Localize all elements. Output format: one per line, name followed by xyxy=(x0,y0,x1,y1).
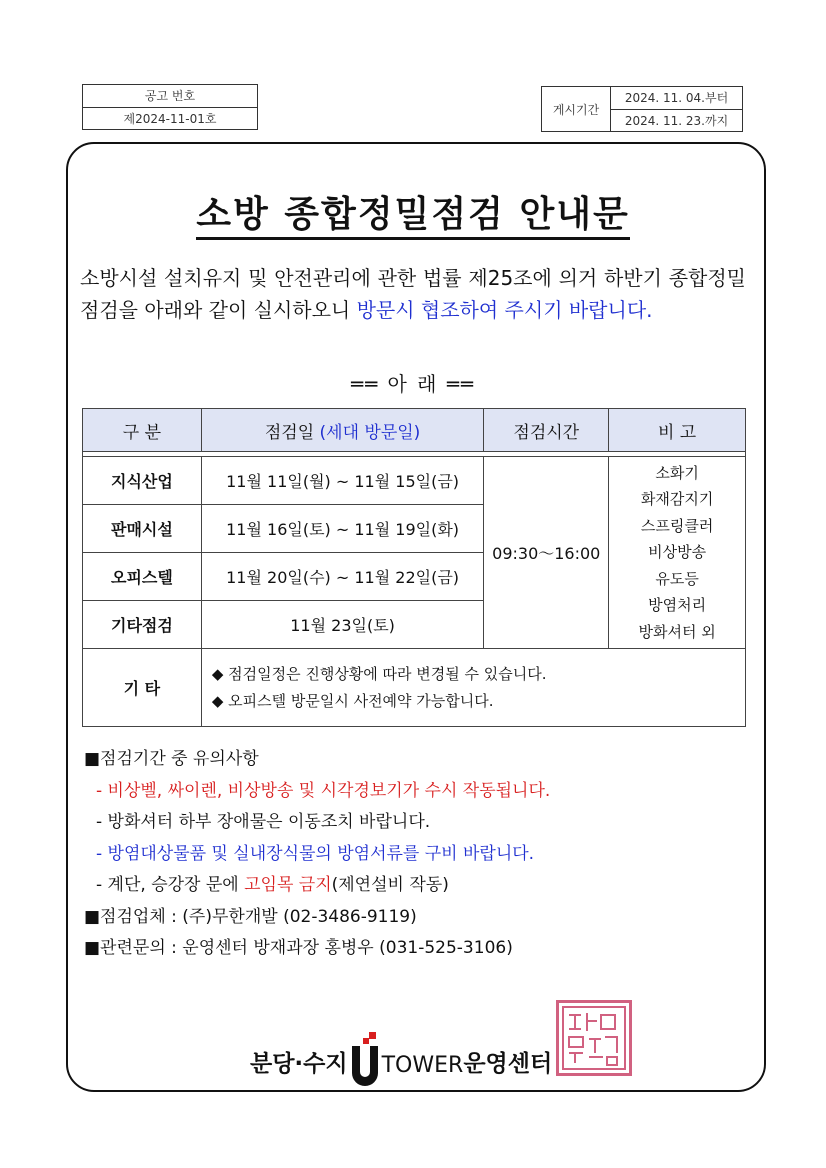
intro-main: 소방시설 설치유지 및 안전관리에 관한 법률 제25조에 의거 하반기 종합정밀점검을 아래와 같이 실시하오니 xyxy=(80,266,746,322)
header-date: 점검일 (세대 방문일) xyxy=(201,409,484,452)
remark-item: 소화기 xyxy=(655,463,699,482)
remark-item: 유도등 xyxy=(655,569,699,588)
official-seal-stamp xyxy=(556,1000,632,1076)
row-date: 11월 11일(월) ~ 11월 15일(금) xyxy=(201,457,484,505)
remark-item: 화재감지기 xyxy=(640,490,714,509)
posting-label: 게시기간 xyxy=(542,87,611,131)
header-category: 구 분 xyxy=(83,409,202,452)
note-line: - 방화셔터 하부 장애물은 이동조치 바랍니다. xyxy=(96,812,431,832)
header-time: 점검시간 xyxy=(484,409,609,452)
row-date: 11월 23일(토) xyxy=(201,601,484,649)
etc-category: 기 타 xyxy=(83,649,202,727)
row-category: 오피스텔 xyxy=(83,553,202,601)
note-line: - 계단, 승강장 문에 고임목 금지(제연설비 작동) xyxy=(96,875,449,895)
page-title: 소방 종합정밀점검 안내문 xyxy=(0,186,826,237)
footer-left: 분당·수지 xyxy=(250,1051,348,1077)
posting-to: 2024. 11. 23.까지 xyxy=(624,114,729,128)
remarks-cell xyxy=(609,457,746,649)
row-category: 지식산업 xyxy=(83,457,202,505)
remark-item: 방염처리 xyxy=(648,596,707,615)
header-date-note: (세대 방문일) xyxy=(319,422,421,443)
notice-label: 공고 번호 xyxy=(83,85,257,108)
intro-emphasis: 방문시 협조하여 주시기 바랍니다. xyxy=(356,298,653,322)
inspection-company: ■점검업체 : (주)무한개발 (02-3486-9119) xyxy=(84,906,417,927)
note-line: - 비상벨, 싸이렌, 비상방송 및 시각경보기가 수시 작동됩니다. xyxy=(96,780,551,801)
posting-from: 2024. 11. 04.부터 xyxy=(611,87,742,110)
section-divider: ══ 아 래 ══ xyxy=(351,372,475,396)
etc-item: ◆ 오피스텔 방문일시 사전예약 가능합니다. xyxy=(211,691,494,710)
table-row xyxy=(83,457,746,505)
posting-period-box xyxy=(541,86,743,132)
notice-number: 제2024-11-01호 xyxy=(123,112,217,126)
row-date: 11월 20일(수) ~ 11월 22일(금) xyxy=(201,553,484,601)
notes-section xyxy=(84,744,550,965)
note-line: - 방염대상물품 및 실내장식물의 방염서류를 구비 바랍니다. xyxy=(96,843,535,864)
etc-items xyxy=(201,649,745,727)
notes-heading: ■점검기간 중 유의사항 xyxy=(84,749,259,769)
etc-item: ◆ 점검일정은 진행상황에 따라 변경될 수 있습니다. xyxy=(211,664,547,683)
intro-paragraph xyxy=(80,262,746,326)
schedule-table xyxy=(82,408,746,727)
u-logo-icon xyxy=(350,1032,380,1086)
remark-item: 방화셔터 외 xyxy=(638,622,716,641)
footer-logo xyxy=(250,1026,552,1086)
table-row-etc xyxy=(83,649,746,727)
contact-info: ■관련문의 : 운영센터 방재과장 홍병우 (031-525-3106) xyxy=(84,938,513,958)
notice-number-box xyxy=(82,84,258,130)
footer-right: 운영센터 xyxy=(463,1051,553,1077)
remark-item: 스프링클러 xyxy=(640,516,714,535)
footer-tower: TOWER xyxy=(381,1053,464,1078)
row-category: 판매시설 xyxy=(83,505,202,553)
header-remark: 비 고 xyxy=(609,409,746,452)
note-warning: 고임목 금지 xyxy=(244,875,332,895)
row-date: 11월 16일(토) ~ 11월 19일(화) xyxy=(201,505,484,553)
row-category: 기타점검 xyxy=(83,601,202,649)
remark-item: 비상방송 xyxy=(648,543,707,562)
inspection-time: 09:30～16:00 xyxy=(484,457,609,649)
